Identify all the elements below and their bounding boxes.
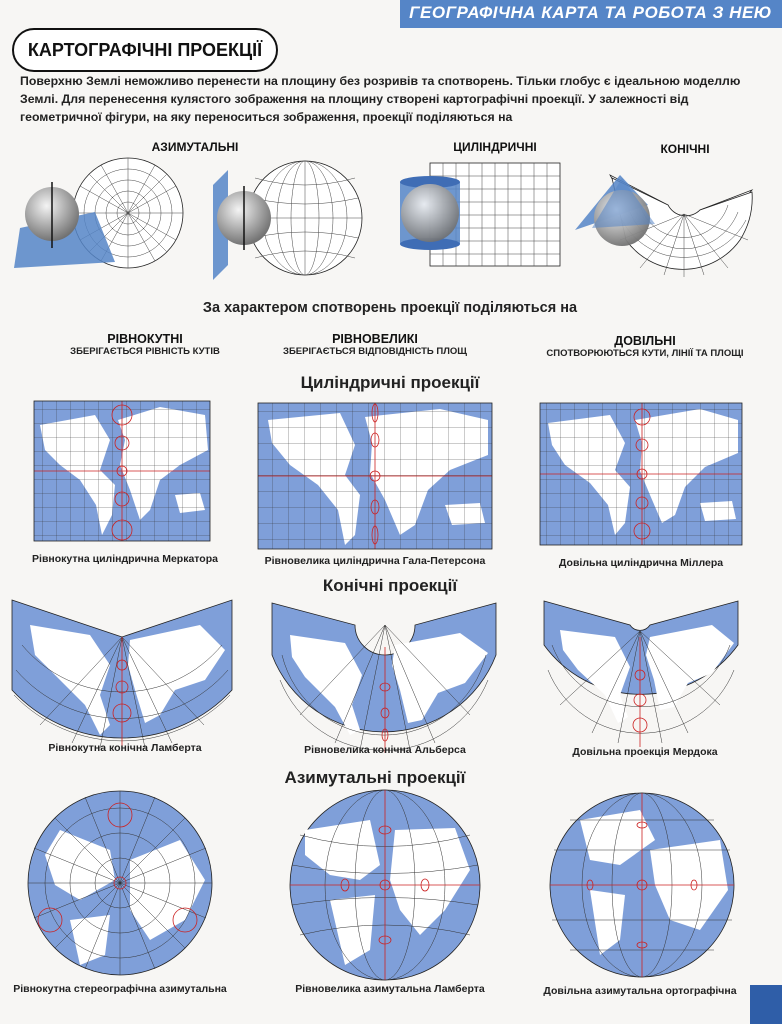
category-conformal xyxy=(30,332,260,357)
category-desc: СПОТВОРЮЮТЬСЯ КУТИ, ЛІНІЇ ТА ПЛОЩІ xyxy=(546,348,744,359)
map-murdoch xyxy=(544,601,738,747)
distortion-heading: За характером спотворень проекції поділяються на xyxy=(202,300,578,316)
caption-lambert-conic: Рівнокутна конічна Ламберта xyxy=(48,742,202,754)
map-miller xyxy=(540,403,742,545)
category-equal-area xyxy=(260,332,490,357)
projection-type-illustrations xyxy=(0,0,782,300)
caption-albers: Рівновелика конічна Альберса xyxy=(304,744,466,756)
caption-orthographic: Довільна азимутальна ортографічна xyxy=(543,985,737,997)
section-conic: Конічні проекції xyxy=(322,576,458,595)
category-desc: ЗБЕРІГАЄТЬСЯ РІВНІСТЬ КУТІВ xyxy=(70,346,220,357)
map-stereographic xyxy=(28,791,212,975)
category-desc: ЗБЕРІГАЄТЬСЯ ВІДПОВІДНІСТЬ ПЛОЩ xyxy=(283,346,467,357)
map-mercator xyxy=(34,401,210,541)
category-arbitrary xyxy=(530,334,760,359)
azimuthal-maps xyxy=(0,790,782,990)
page-title: КАРТОГРАФІЧНІ ПРОЕКЦІЇ xyxy=(12,28,278,72)
azimuthal-plane-transverse xyxy=(213,161,362,280)
label-azimuthal: АЗИМУТАЛЬНІ xyxy=(151,140,239,154)
category-name: ДОВІЛЬНІ xyxy=(614,334,676,348)
header-title: ГЕОГРАФІЧНА КАРТА ТА РОБОТА З НЕЮ xyxy=(409,3,772,22)
azimuthal-plane-tangent xyxy=(14,158,183,268)
caption-gall-peters: Рівновелика циліндрична Гала-Петерсона xyxy=(264,555,486,567)
map-gall-peters xyxy=(258,403,492,549)
map-albers xyxy=(272,603,496,753)
section-azimuthal: Азимутальні проекції xyxy=(284,768,466,787)
label-conic: КОНІЧНІ xyxy=(660,142,710,156)
section-cylindrical: Циліндричні проекції xyxy=(300,373,480,392)
intro-text: Поверхню Землі неможливо перенести на площину без розривів та спотворень. Тільки глобус є ідеальною моделлю Землі. Для перенесення кулястого зображення на площину створені картографічні проекції. У залежності від геометричної фігури, на яку переноситься зображення, проекції поділяються на xyxy=(20,74,741,124)
conic-maps xyxy=(0,595,782,755)
caption-lambert-azimuthal: Рівновелика азимутальна Ламберта xyxy=(295,983,485,995)
caption-murdoch: Довільна проекція Мердока xyxy=(572,746,718,758)
caption-stereographic: Рівнокутна стереографічна азимутальна xyxy=(13,983,227,995)
category-name: РІВНОКУТНІ xyxy=(107,332,183,346)
conic-illustration xyxy=(575,175,752,277)
map-orthographic xyxy=(550,793,734,977)
cylindrical-illustration xyxy=(400,163,560,266)
map-lambert-conic xyxy=(12,600,232,750)
caption-mercator: Рівнокутна циліндрична Меркатора xyxy=(32,553,218,565)
page-corner-tab xyxy=(750,985,782,1024)
label-cylindrical: ЦИЛІНДРИЧНІ xyxy=(453,140,537,154)
caption-miller: Довільна циліндрична Міллера xyxy=(558,557,724,569)
category-name: РІВНОВЕЛИКІ xyxy=(332,332,418,346)
map-lambert-azimuthal xyxy=(290,790,480,980)
